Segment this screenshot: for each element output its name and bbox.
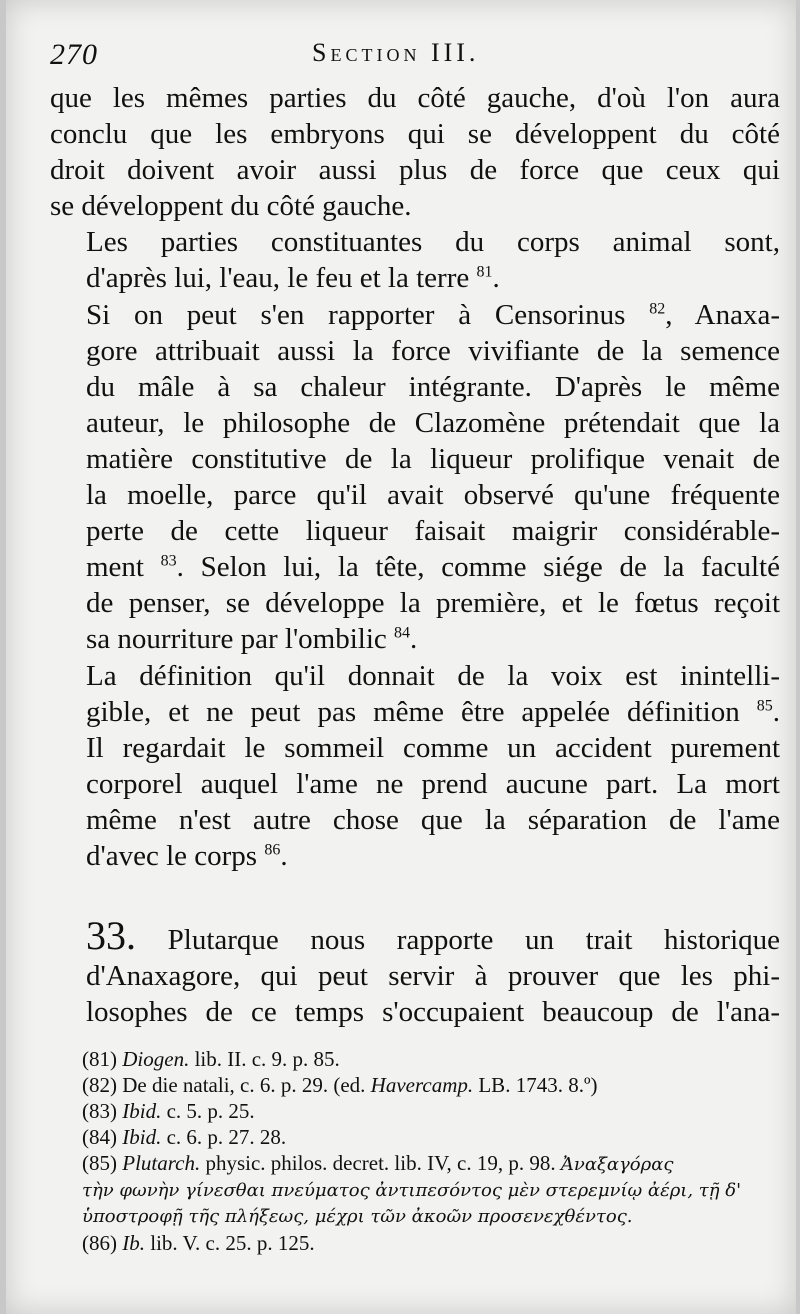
text-line: auteur, le philosophe de Clazomène prétendait que la — [86, 406, 780, 439]
text-fragment: d'avec le corps — [86, 839, 265, 872]
footnote-text: physic. philos. decret. lib. IV, c. 19, p. 98. — [200, 1151, 561, 1175]
text-line: même n'est autre chose que la séparation de l'ame — [86, 803, 780, 836]
footnote-label: (81) — [82, 1047, 117, 1071]
footnote-ref-84[interactable]: 84 — [394, 624, 411, 642]
running-head — [50, 38, 780, 78]
footnote-ref-85[interactable]: 85 — [756, 696, 773, 714]
text-line — [50, 621, 780, 657]
footnote-ref-83[interactable]: 83 — [160, 552, 177, 570]
text-line: corporel auquel l'ame ne prend aucune part. La mort — [86, 767, 780, 800]
text-fragment: Si on peut s'en rapporter à Censorinus — [86, 298, 650, 331]
footnote-ref-82[interactable]: 82 — [649, 299, 666, 317]
text-line: Les parties constituantes du corps animal sont, — [86, 226, 780, 259]
footnote-ref-81[interactable]: 81 — [476, 263, 493, 281]
text-line: que les mêmes parties du côté gauche, d'où l'on aura — [50, 82, 780, 114]
paragraph-3 — [50, 297, 780, 658]
footnote-text: lib. V. c. 25. p. 125. — [145, 1231, 315, 1255]
footnote-82 — [82, 1072, 782, 1098]
section-title: Section III. — [312, 38, 480, 67]
footnote-text: LB. 1743. 8.º) — [473, 1073, 598, 1097]
paragraph-2 — [50, 224, 780, 296]
footnote-author: Ibid. — [122, 1099, 162, 1123]
text-line — [50, 913, 780, 959]
text-line: la moelle, parce qu'il avait observé qu'une fréquente — [86, 479, 780, 512]
text-line — [50, 260, 780, 296]
text-line — [50, 549, 780, 585]
text-fragment: gible, et ne peut pas même être appelée définition — [86, 695, 757, 728]
text-line — [50, 838, 780, 874]
footnotes — [82, 1046, 782, 1256]
text-fragment: ment — [86, 551, 161, 584]
page-number: 270 — [50, 38, 98, 71]
text-fragment: sa nourriture par l'ombilic — [86, 623, 395, 656]
paragraph-1 — [50, 80, 780, 224]
text-line: perte de cette liqueur faisait maigrir considérable- — [86, 515, 780, 548]
footnote-label: (85) — [82, 1151, 117, 1175]
text-fragment: . — [410, 623, 418, 656]
text-fragment: . — [492, 262, 500, 295]
text-line: La définition qu'il donnait de la voix est inintelli- — [86, 659, 780, 692]
paragraph-33 — [50, 913, 780, 1030]
greek-quote-line: τὴν φωνὴν γίνεσθαι πνεύματος ἀντιπεσόντος μὲν στερεμνίῳ ἀέρι, τῇ δ' — [82, 1180, 742, 1201]
footnote-81 — [82, 1046, 782, 1072]
text-line: droit doivent avoir aussi plus de force que ceux qui — [50, 154, 780, 187]
footnote-author: Ib. — [122, 1231, 145, 1255]
text-line: losophes de ce temps s'occupaient beaucoup de l'ana- — [86, 996, 780, 1029]
footnote-text: De die natali, c. 6. p. 29. (ed. — [117, 1073, 371, 1097]
footnote-author: Diogen. — [122, 1047, 190, 1071]
body-text — [50, 80, 780, 1030]
book-page — [6, 0, 796, 1314]
text-line: gore attribuait aussi la force vivifiante de la semence — [86, 334, 780, 367]
section-number: 33. — [86, 913, 136, 959]
footnote-label: (83) — [82, 1099, 117, 1123]
text-line: se développent du côté gauche. — [50, 190, 412, 223]
footnote-83 — [82, 1098, 782, 1124]
text-line: du mâle à sa chaleur intégrante. D'après le même — [86, 370, 780, 403]
footnote-author: Ibid. — [122, 1125, 162, 1149]
text-fragment: . Selon lui, la tête, comme siége de la faculté — [176, 551, 780, 584]
greek-quote: Ἀναξαγόρας — [560, 1154, 674, 1175]
footnote-text: c. 6. p. 27. 28. — [161, 1125, 287, 1149]
text-fragment: Plutarque nous rapporte un trait historique — [136, 924, 780, 957]
footnote-editor: Havercamp. — [370, 1073, 474, 1097]
footnote-ref-86[interactable]: 86 — [264, 841, 281, 859]
text-fragment: . — [280, 839, 288, 872]
footnote-85 — [82, 1150, 782, 1178]
text-fragment: , Anaxa- — [665, 298, 781, 331]
footnote-84 — [82, 1124, 782, 1150]
text-fragment: . — [772, 695, 780, 728]
footnote-label: (84) — [82, 1125, 117, 1149]
text-line: d'Anaxagore, qui peut servir à prouver que les phi- — [86, 960, 780, 993]
text-line: conclu que les embryons qui se développent du côté — [50, 118, 780, 151]
footnote-label: (86) — [82, 1231, 117, 1255]
footnote-author: Plutarch. — [122, 1151, 201, 1175]
footnote-86 — [82, 1230, 782, 1256]
greek-quote-line: ὑποστροφῇ τῆς πλήξεως, μέχρι τῶν ἀκοῶν προσενεχθέντος. — [82, 1206, 633, 1227]
paragraph-4 — [50, 658, 780, 875]
text-line: matière constitutive de la liqueur prolifique venait de — [86, 442, 780, 475]
text-line: Il regardait le sommeil comme un accident purement — [86, 731, 780, 764]
text-line — [50, 694, 780, 730]
text-line: de penser, se développe la première, et le fœtus reçoit — [86, 587, 780, 620]
footnote-label: (82) — [82, 1073, 117, 1097]
footnote-text: lib. II. c. 9. p. 85. — [189, 1047, 340, 1071]
text-line — [50, 297, 780, 333]
text-fragment: d'après lui, l'eau, le feu et la terre — [86, 262, 477, 295]
footnote-text: c. 5. p. 25. — [161, 1099, 255, 1123]
